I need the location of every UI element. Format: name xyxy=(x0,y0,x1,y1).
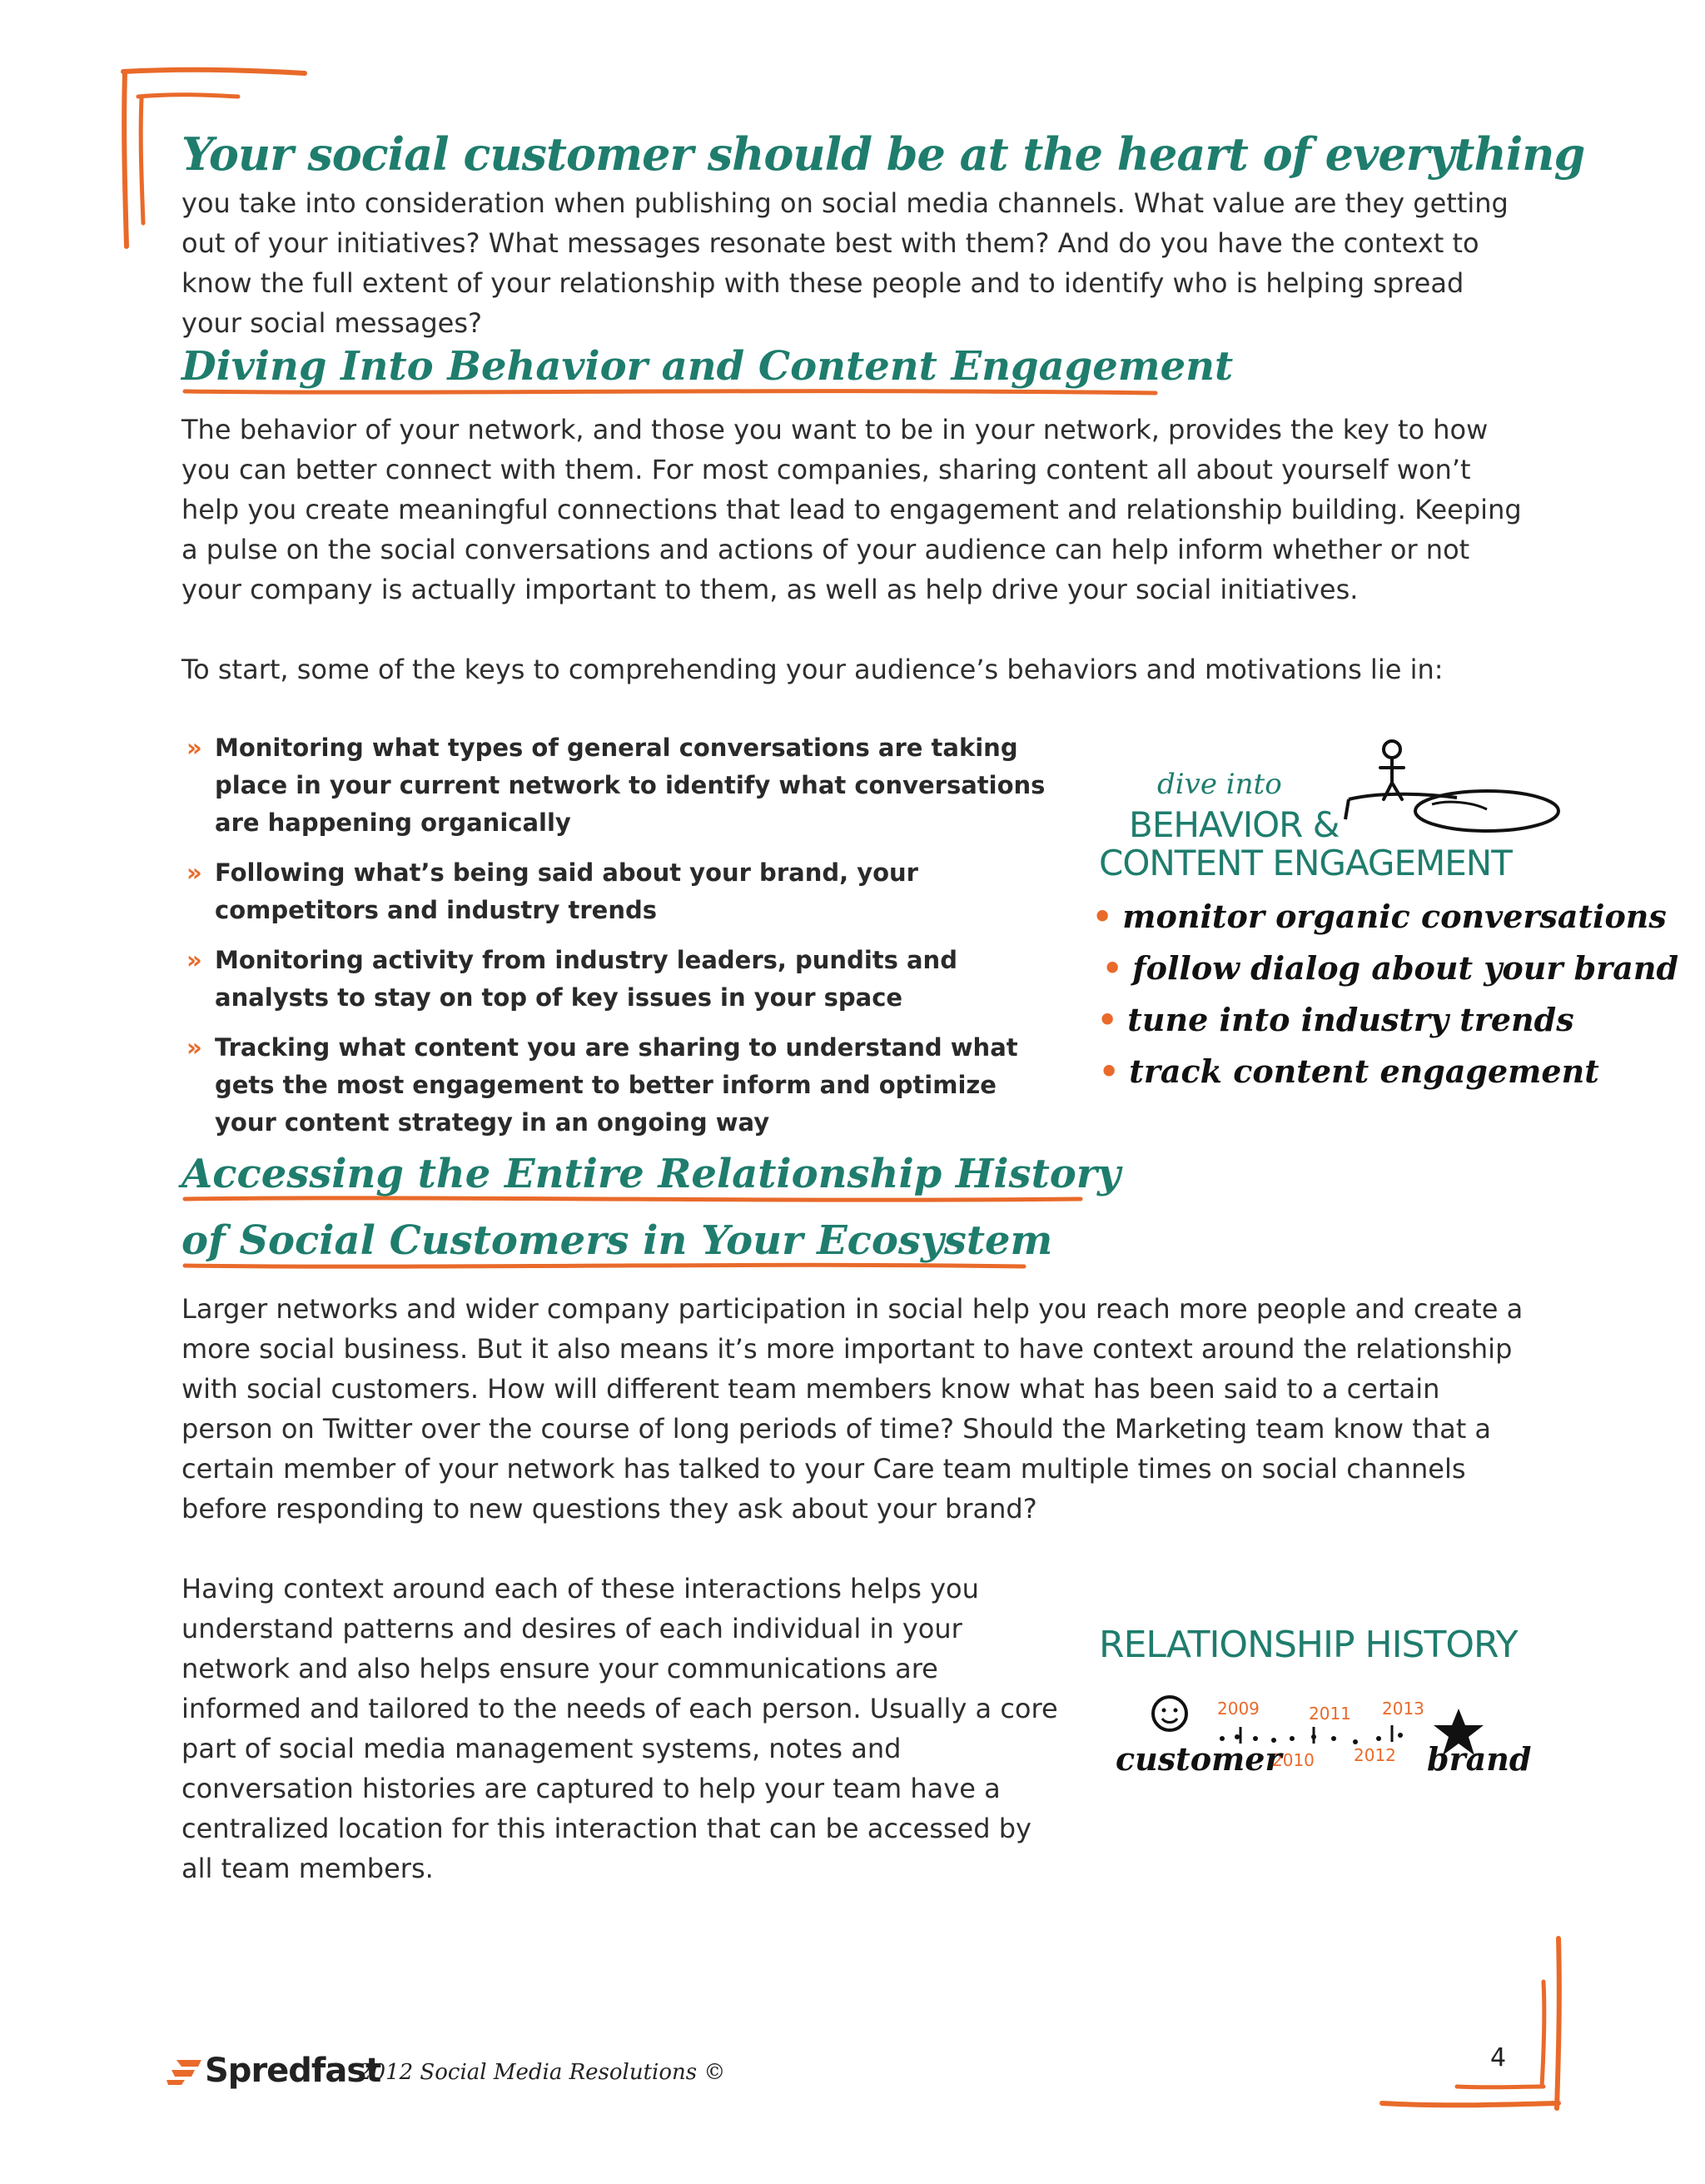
year-2009: 2009 xyxy=(1217,1699,1260,1719)
list-item: • follow dialog about your brand xyxy=(1102,949,1679,987)
customer-face-icon xyxy=(1149,1692,1191,1735)
spredfast-logo-text: Spredfast xyxy=(205,2052,381,2090)
list-item: • track content engagement xyxy=(1099,1052,1599,1090)
year-2012: 2012 xyxy=(1354,1745,1396,1765)
sketch-dive-into: dive into xyxy=(1157,768,1282,801)
chevron-right-icon: » xyxy=(186,1033,202,1062)
section2-heading-line2: of Social Customers in Your Ecosystem xyxy=(181,1217,1053,1264)
section1-heading-underline xyxy=(181,383,1164,400)
section2-paragraph-2: Having context around each of these interactions helps you understand patterns and desires of each individual in your network and also helps ensure your communications are informed and tailored to the needs of each person. Usually a core part of social media management systems, notes and conversation histories are captured to help your team have a centralized location for this interaction that can be accessed by all team members. xyxy=(181,1573,1058,1884)
section1-paragraph-1: The behavior of your network, and those you want to be in your network, provides the key to how you can better connect with them. For most companies, sharing content all about yourself won’t help you create meaningful connections that lead to engagement and relationship building. Keeping a pulse on the social conversations and actions of your audience can help inform whether or not your company is actually important to them, as well as help drive your social initiatives. xyxy=(181,414,1522,605)
year-2013: 2013 xyxy=(1382,1699,1424,1719)
brand-label: brand xyxy=(1427,1740,1532,1778)
list-item: » Monitoring activity from industry leaders, pundits and analysts to stay on top of key issues in your space xyxy=(181,942,1064,1017)
sketch-bullet-list xyxy=(1092,891,1678,1097)
section2-paragraph-1: Larger networks and wider company participation in social help you reach more people and create a more social business. But it also means it’s more important to have context around the relationship with social customers. How will different team members know what has been said to a certain person on Twitter over the course of long periods of time? Should the Marketing team know that a certain member of your network has talked to your Care team multiple times on social channels before responding to new questions they ask about your brand? xyxy=(181,1293,1524,1525)
bottom-right-bracket xyxy=(1374,1932,1573,2123)
section1-heading: Diving Into Behavior and Content Engagement xyxy=(181,343,1234,390)
list-item: • tune into industry trends xyxy=(1097,1001,1574,1038)
section2-heading-underline-2 xyxy=(181,1257,1031,1274)
customer-label: customer xyxy=(1116,1740,1282,1778)
section2-heading-underline-1 xyxy=(181,1191,1097,1207)
behavior-sketch xyxy=(1082,733,1679,1116)
list-item: » Monitoring what types of general conversations are taking place in your current network to identify what conversations are happening organically xyxy=(181,729,1064,842)
chevron-right-icon: » xyxy=(186,946,202,974)
relationship-history-title: RELATIONSHIP HISTORY xyxy=(1099,1624,1518,1666)
diving-figure-illustration xyxy=(1332,736,1582,836)
sketch-behavior-label: BEHAVIOR & xyxy=(1129,804,1340,845)
chevron-right-icon: » xyxy=(186,734,202,762)
list-item: » Following what’s being said about your brand, your competitors and industry trends xyxy=(181,854,1064,929)
footer xyxy=(167,2048,1332,2098)
intro-heading: Your social customer should be at the heart of everything xyxy=(181,127,1585,181)
section1-paragraph-2: To start, some of the keys to comprehending your audience’s behaviors and motivations lie in: xyxy=(181,654,1444,685)
intro-paragraph: you take into consideration when publishing on social media channels. What value are they getting out of your initiatives? What messages resonate best with them? And do you have the context to know the full extent of your relationship with these people and to identify who is helping spread your social messages? xyxy=(181,187,1509,339)
footer-caption: 2012 Social Media Resolutions © xyxy=(358,2060,726,2085)
keys-bullet-list xyxy=(181,729,1064,1154)
relationship-history-sketch xyxy=(1091,1624,1557,1807)
year-2010: 2010 xyxy=(1272,1750,1315,1770)
chevron-right-icon: » xyxy=(186,858,202,887)
page-number: 4 xyxy=(1490,2043,1507,2072)
section2-heading-line1: Accessing the Entire Relationship History xyxy=(181,1151,1121,1197)
year-2011: 2011 xyxy=(1309,1704,1351,1724)
sketch-content-engagement-label: CONTENT ENGAGEMENT xyxy=(1099,843,1512,883)
list-item: » Tracking what content you are sharing to understand what gets the most engagement to better inform and optimize your content strategy in an ongoing way xyxy=(181,1029,1064,1142)
list-item: • monitor organic conversations xyxy=(1092,898,1667,935)
spredfast-logo-icon xyxy=(167,2057,203,2087)
